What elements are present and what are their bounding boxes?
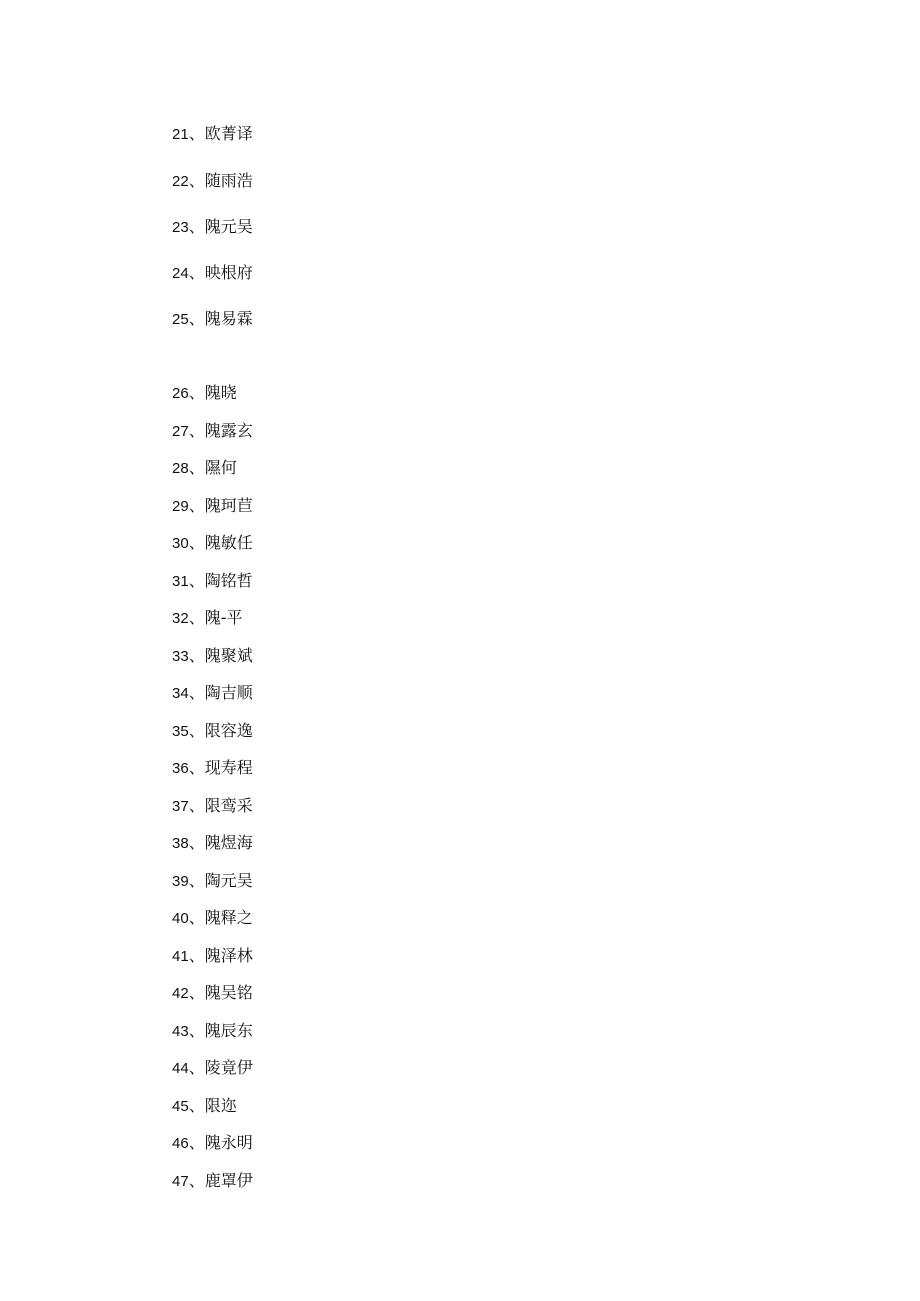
item-number: 33 (172, 648, 189, 665)
item-number: 26 (172, 385, 189, 402)
list-item (172, 1058, 253, 1079)
list-item (172, 263, 253, 284)
list-item (172, 171, 253, 192)
item-name: 隗辰东 (204, 1021, 253, 1040)
item-number: 40 (172, 910, 189, 927)
item-separator: 、 (188, 683, 205, 702)
item-separator: 、 (188, 608, 205, 627)
list-item (172, 571, 253, 592)
list-item (172, 309, 253, 330)
item-name: 欧菁译 (204, 124, 253, 143)
item-separator: 、 (188, 263, 205, 282)
item-separator: 、 (188, 946, 205, 965)
list-item (172, 421, 253, 442)
list-item (172, 833, 253, 854)
item-separator: 、 (188, 908, 205, 927)
item-separator: 、 (188, 571, 205, 590)
item-number: 32 (172, 610, 189, 627)
item-separator: 、 (188, 1171, 205, 1190)
item-name: 限鸾采 (204, 796, 253, 815)
item-number: 28 (172, 460, 189, 477)
list-item (172, 1171, 253, 1192)
item-name: 隗吴铭 (204, 983, 253, 1002)
item-number: 43 (172, 1023, 189, 1040)
item-number: 46 (172, 1135, 189, 1152)
item-number: 21 (172, 126, 189, 143)
item-name: 隗-平 (204, 608, 243, 627)
item-separator: 、 (188, 1133, 205, 1152)
item-name: 隰何 (204, 458, 237, 477)
item-separator: 、 (188, 758, 205, 777)
item-name: 限容逸 (204, 721, 253, 740)
item-number: 47 (172, 1173, 189, 1190)
item-number: 24 (172, 265, 189, 282)
item-separator: 、 (188, 646, 205, 665)
item-number: 23 (172, 219, 189, 236)
item-number: 41 (172, 948, 189, 965)
item-number: 29 (172, 498, 189, 515)
item-name: 隗泽林 (204, 946, 253, 965)
item-name: 隗晓 (204, 383, 237, 402)
item-name: 陵竟伊 (204, 1058, 253, 1077)
item-name: 隗元吴 (204, 217, 253, 236)
item-name: 陶元吴 (204, 871, 253, 890)
list-item (172, 533, 253, 554)
item-number: 42 (172, 985, 189, 1002)
list-item (172, 1096, 237, 1117)
item-separator: 、 (188, 871, 205, 890)
item-name: 隗释之 (204, 908, 253, 927)
item-separator: 、 (188, 1021, 205, 1040)
item-name: 隗煜海 (204, 833, 253, 852)
item-name: 陶铭哲 (204, 571, 253, 590)
list-item (172, 796, 253, 817)
list-item (172, 646, 253, 667)
item-separator: 、 (188, 217, 205, 236)
item-number: 25 (172, 311, 189, 328)
list-item (172, 217, 253, 238)
item-separator: 、 (188, 1096, 205, 1115)
list-item (172, 683, 253, 704)
list-item (172, 608, 242, 629)
item-name: 隗永明 (204, 1133, 253, 1152)
item-name: 限迩 (204, 1096, 237, 1115)
item-name: 隗珂苣 (204, 496, 253, 515)
item-number: 36 (172, 760, 189, 777)
item-separator: 、 (188, 171, 205, 190)
item-name: 映根府 (204, 263, 253, 282)
list-item (172, 458, 237, 479)
item-separator: 、 (188, 1058, 205, 1077)
item-separator: 、 (188, 983, 205, 1002)
item-name: 隗敏任 (204, 533, 253, 552)
item-name: 隗聚斌 (204, 646, 253, 665)
item-name: 陶吉顺 (204, 683, 253, 702)
list-item (172, 383, 237, 404)
list-item (172, 908, 253, 929)
item-separator: 、 (188, 458, 205, 477)
item-separator: 、 (188, 124, 205, 143)
list-item (172, 1133, 253, 1154)
item-name: 随雨浩 (204, 171, 253, 190)
list-item (172, 871, 253, 892)
list-item (172, 983, 253, 1004)
item-number: 27 (172, 423, 189, 440)
item-name: 鹿罩伊 (204, 1171, 253, 1190)
item-separator: 、 (188, 496, 205, 515)
item-number: 38 (172, 835, 189, 852)
item-separator: 、 (188, 309, 205, 328)
item-separator: 、 (188, 383, 205, 402)
item-number: 45 (172, 1098, 189, 1115)
list-item (172, 946, 253, 967)
item-number: 34 (172, 685, 189, 702)
item-number: 39 (172, 873, 189, 890)
item-number: 44 (172, 1060, 189, 1077)
item-separator: 、 (188, 421, 205, 440)
item-number: 30 (172, 535, 189, 552)
item-separator: 、 (188, 833, 205, 852)
list-item (172, 758, 253, 779)
item-separator: 、 (188, 533, 205, 552)
item-number: 31 (172, 573, 189, 590)
list-item (172, 721, 253, 742)
item-name: 隗露玄 (204, 421, 253, 440)
item-number: 37 (172, 798, 189, 815)
item-name: 隗易霖 (204, 309, 253, 328)
item-separator: 、 (188, 721, 205, 740)
item-number: 22 (172, 173, 189, 190)
item-separator: 、 (188, 796, 205, 815)
item-number: 35 (172, 723, 189, 740)
list-item (172, 496, 253, 517)
list-item (172, 124, 253, 145)
list-item (172, 1021, 253, 1042)
item-name: 现寿程 (204, 758, 253, 777)
